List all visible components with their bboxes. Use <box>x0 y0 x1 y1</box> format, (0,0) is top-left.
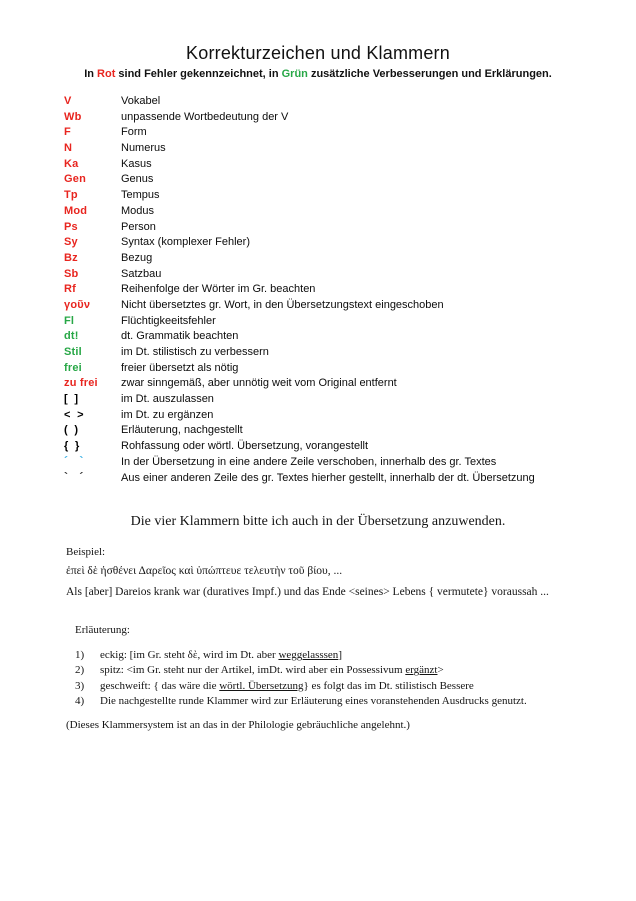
legend-code: ´ ` <box>64 453 88 468</box>
legend-code: V <box>64 95 72 107</box>
explanation-item <box>75 694 636 709</box>
legend-code: Wb <box>64 110 82 123</box>
legend-code: ( ) <box>64 424 79 437</box>
explanation-item-text <box>100 663 444 678</box>
explanation-item <box>75 679 636 694</box>
subtitle-part3: zusätzliche Verbesserungen und Erklärungen. <box>307 68 552 80</box>
explanation-item-number: 1) <box>75 649 85 662</box>
explanation-text-pre: geschweift: { das wäre die <box>100 679 220 692</box>
legend-row <box>64 377 636 393</box>
legend-code: Ka <box>64 157 79 170</box>
legend-description: Reihenfolge der Wörter im Gr. beachten <box>121 283 316 296</box>
legend-description: im Dt. stilistisch zu verbessern <box>121 346 269 358</box>
subtitle-red-word: Rot <box>97 68 116 80</box>
legend-row <box>64 205 636 221</box>
legend-code: γοῦν <box>64 298 91 311</box>
explanation-item-text <box>100 679 474 694</box>
legend-description: im Dt. zu ergänzen <box>121 408 214 421</box>
explanation-text-underlined: wörtl. Übersetzung <box>219 679 304 692</box>
legend-description: Syntax (komplexer Fehler) <box>121 236 250 249</box>
legend-description: Bezug <box>121 251 153 264</box>
legend-code: < > <box>64 408 84 421</box>
legend-row <box>64 283 636 299</box>
legend-description: freier übersetzt als nötig <box>121 361 239 374</box>
legend-description: Vokabel <box>121 95 161 107</box>
legend-code: Rf <box>64 283 77 296</box>
subtitle-part2: sind Fehler gekennzeichnet, in <box>115 68 282 80</box>
legend-row <box>64 142 636 158</box>
legend-row <box>64 330 636 346</box>
legend-code: Sy <box>64 236 78 249</box>
legend-description: Erläuterung, nachgestellt <box>121 424 243 437</box>
legend-description: Tempus <box>121 189 160 202</box>
legend-row <box>64 362 636 378</box>
legend-code: Mod <box>64 204 88 217</box>
legend-description: Aus einer anderen Zeile des gr. Textes hierher gestellt, innerhalb der dt. Übersetzung <box>121 471 535 484</box>
legend-description: dt. Grammatik beachten <box>121 330 239 343</box>
subtitle-green-word: Grün <box>281 68 308 80</box>
explanation-text-post: } es folgt das im Dt. stilistisch Bessere <box>303 679 474 692</box>
legend-code: [ ] <box>64 393 79 406</box>
legend-code: Gen <box>64 173 86 186</box>
legend-code: ` ´ <box>64 469 88 484</box>
explanation-text-pre: eckig: [im Gr. steht δὲ, wird im Dt. aber <box>100 649 279 662</box>
correction-marks-legend <box>64 95 636 487</box>
explanation-text-post: ] <box>338 649 342 662</box>
legend-code: Bz <box>64 251 78 264</box>
legend-row <box>64 252 636 268</box>
example-german-translation: Als [aber] Dareios krank war (duratives Impf.) und das Ende <seines> Lebens { vermutete} voraussah ... <box>66 586 549 599</box>
legend-row <box>64 453 636 472</box>
example-label: Beispiel: <box>66 546 106 559</box>
subtitle-part1: In <box>84 68 98 80</box>
explanation-item-text <box>100 648 342 663</box>
legend-code: dt! <box>64 330 79 343</box>
explanation-item-number: 3) <box>75 679 85 692</box>
explanation-text-underlined: ergänzt <box>405 664 438 677</box>
legend-description: Form <box>121 126 147 139</box>
legend-code: Fl <box>64 314 75 327</box>
legend-description: Numerus <box>121 142 166 155</box>
legend-row <box>64 268 636 284</box>
explanation-text-post: > <box>437 664 444 677</box>
legend-code: Ps <box>64 220 78 233</box>
legend-code: frei <box>64 361 82 374</box>
philology-footnote: (Dieses Klammersystem ist an das in der Philologie gebräuchliche angelehnt.) <box>66 719 410 731</box>
explanation-item-number: 2) <box>75 664 85 677</box>
legend-row <box>64 189 636 205</box>
legend-code: zu frei <box>64 377 98 390</box>
legend-code: F <box>64 126 71 139</box>
legend-row <box>64 315 636 331</box>
legend-code: Stil <box>64 346 82 358</box>
example-greek-sentence: ἐπεὶ δὲ ἠσθένει Δαρεῖος καὶ ὑπώπτευε τελευτὴν τοῦ βίου, ... <box>66 565 343 578</box>
explanation-item-number: 4) <box>75 694 85 707</box>
legend-description: In der Übersetzung in eine andere Zeile verschoben, innerhalb des gr. Textes <box>121 455 497 468</box>
legend-row <box>64 95 636 111</box>
legend-row <box>64 221 636 237</box>
explanation-item-text <box>100 694 527 709</box>
legend-row <box>64 158 636 174</box>
legend-description: Rohfassung oder wörtl. Übersetzung, vorangestellt <box>121 440 369 453</box>
legend-row <box>64 424 636 440</box>
legend-code: { } <box>64 440 80 453</box>
legend-description: Person <box>121 220 156 233</box>
legend-code: Tp <box>64 189 78 202</box>
explanation-list <box>75 648 636 709</box>
legend-description: Nicht übersetztes gr. Wort, in den Übersetzungstext eingeschoben <box>121 298 444 311</box>
legend-row <box>64 111 636 127</box>
brackets-note: Die vier Klammern bitte ich auch in der Übersetzung anzuwenden. <box>130 514 506 530</box>
legend-row <box>64 236 636 252</box>
explanation-item <box>75 663 636 678</box>
explanation-text-pre: spitz: <im Gr. steht nur der Artikel, imDt. wird aber ein Possessivum <box>100 664 406 677</box>
explanation-label: Erläuterung: <box>75 624 130 637</box>
legend-description: Flüchtigkeeitsfehler <box>121 314 216 327</box>
legend-description: unpassende Wortbedeutung der V <box>121 110 289 123</box>
legend-row <box>64 173 636 189</box>
legend-row <box>64 126 636 142</box>
legend-row <box>64 409 636 425</box>
legend-description: zwar sinngemäß, aber unnötig weit vom Original entfernt <box>121 377 397 390</box>
legend-row <box>64 440 636 456</box>
legend-description: im Dt. auszulassen <box>121 393 214 406</box>
explanation-item <box>75 648 636 663</box>
legend-row <box>64 469 636 488</box>
legend-code: Sb <box>64 267 79 280</box>
page-title: Korrekturzeichen und Klammern <box>186 43 450 63</box>
legend-description: Kasus <box>121 157 152 170</box>
legend-description: Modus <box>121 204 155 217</box>
explanation-text-underlined: weggelasssen <box>278 649 339 662</box>
explanation-text-pre: Die nachgestellte runde Klammer wird zur Erläuterung eines voranstehenden Ausdrucks genutzt. <box>100 694 527 707</box>
legend-description: Genus <box>121 173 154 186</box>
legend-description: Satzbau <box>121 267 162 280</box>
legend-row <box>64 299 636 315</box>
legend-row <box>64 393 636 409</box>
legend-code: N <box>64 142 73 155</box>
legend-row <box>64 346 636 362</box>
page-subtitle <box>0 67 636 82</box>
